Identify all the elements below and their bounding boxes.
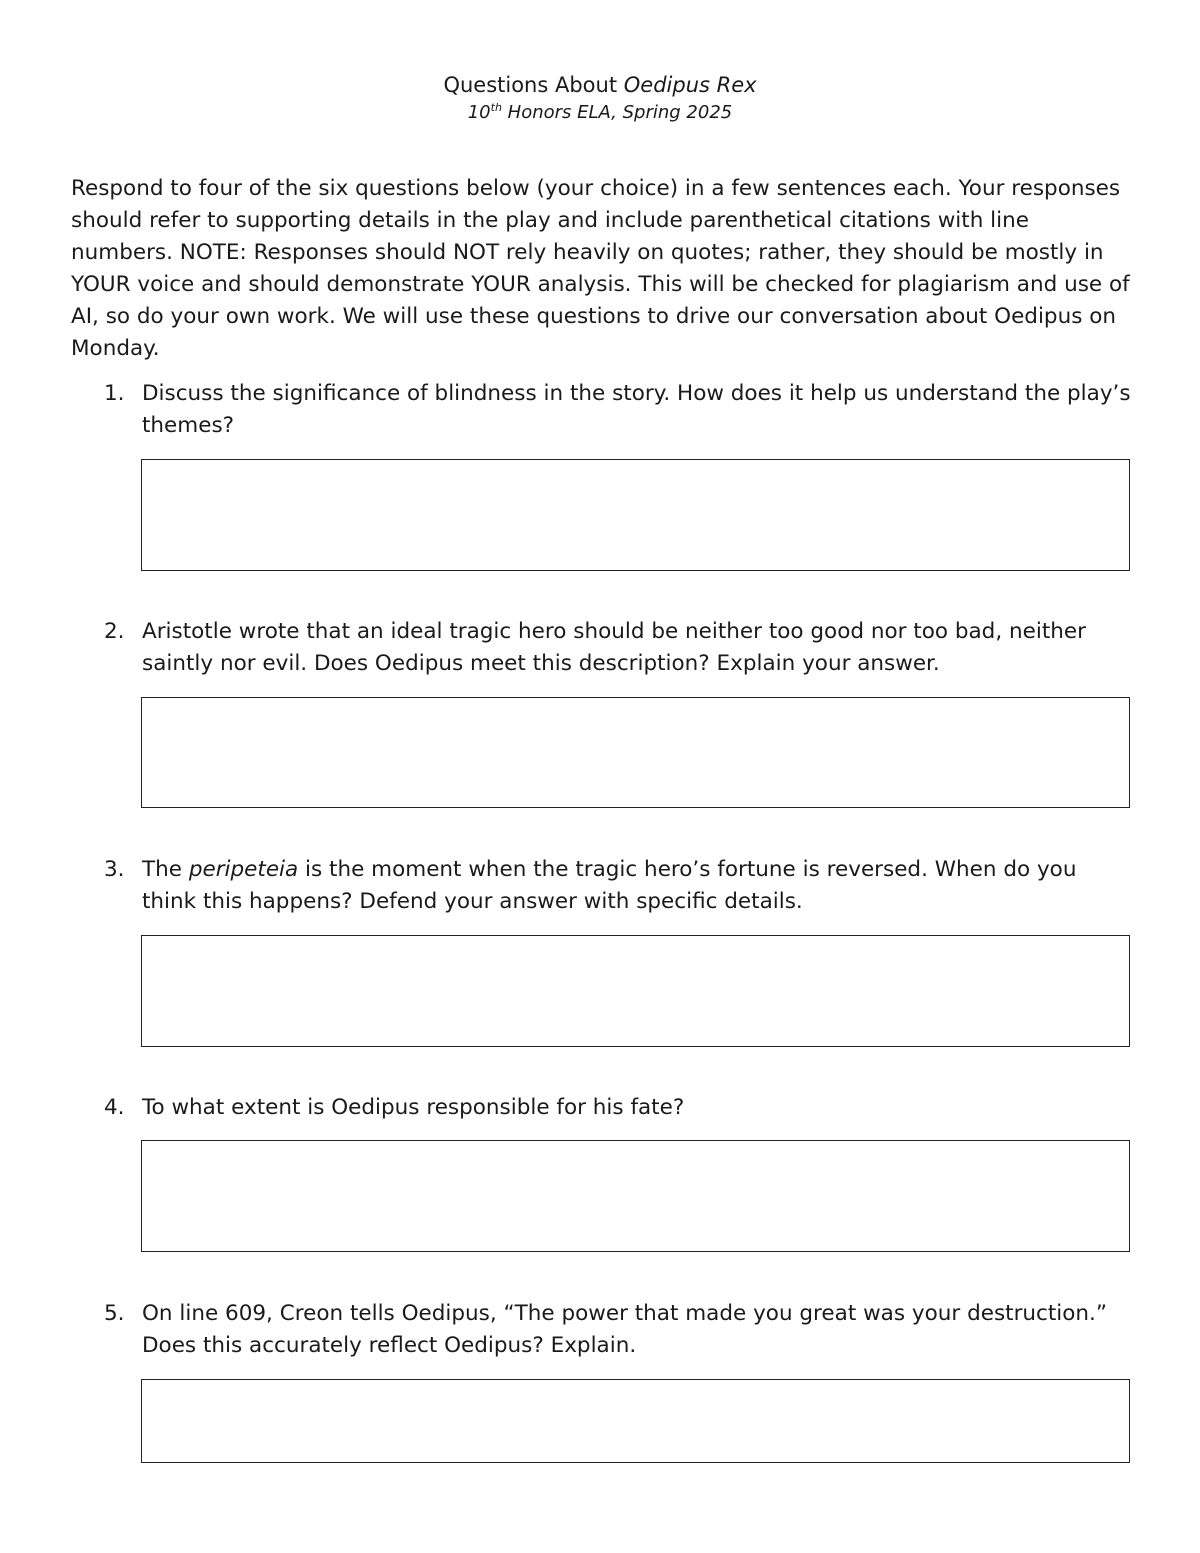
question-text: On line 609, Creon tells Oedipus, “The power that made you great was your destruction.” Does this accurately reflect Oedipus? Explain. [142,1301,1108,1358]
title-prefix: Questions About [443,73,624,97]
question-term-peripeteia: peripeteia [188,857,299,882]
question-2 [104,616,1134,680]
answer-box-3[interactable] [141,935,1130,1047]
subtitle-ordinal: th [490,101,502,114]
answer-box-4[interactable] [141,1140,1130,1252]
question-number: 5. [104,1301,125,1326]
answer-box-5[interactable] [141,1379,1130,1463]
subtitle-grade-number: 10 [467,102,491,123]
question-5 [104,1298,1134,1362]
question-number: 3. [104,857,125,882]
question-number: 4. [104,1095,125,1120]
question-number: 1. [104,381,125,406]
title-play-name: Oedipus Rex [623,73,757,97]
question-text: To what extent is Oedipus responsible for his fate? [142,1095,685,1120]
question-1 [104,378,1134,442]
question-text: Discuss the significance of blindness in the story. How does it help us understand the play’s themes? [142,381,1131,438]
question-3 [104,854,1134,918]
page-subtitle [0,100,1200,126]
instructions-paragraph: Respond to four of the six questions below (your choice) in a few sentences each. Your responses should refer to supporting details in the play and include parenthetical citations with line numbers. NOTE: Responses should NOT rely heavily on quotes; rather, they should be mostly in YOUR voice and should demonstrate YOUR analysis. This will be checked for plagiarism and use of AI, so do your own work. We will use these questions to drive our conversation about Oedipus on Monday. [71,176,1130,361]
question-number: 2. [104,619,125,644]
answer-box-1[interactable] [141,459,1130,571]
subtitle-course: Honors ELA, Spring 2025 [501,102,733,123]
question-4 [104,1092,1134,1124]
answer-box-2[interactable] [141,697,1130,808]
page-title [0,70,1200,100]
question-text-after: is the moment when the tragic hero’s fortune is reversed. When do you think this happens? Defend your answer with specific details. [142,857,1077,914]
question-text [142,854,1134,918]
question-text-before: The [142,857,189,882]
question-text: Aristotle wrote that an ideal tragic hero should be neither too good nor too bad, neither saintly nor evil. Does Oedipus meet this description? Explain your answer. [142,619,1086,676]
